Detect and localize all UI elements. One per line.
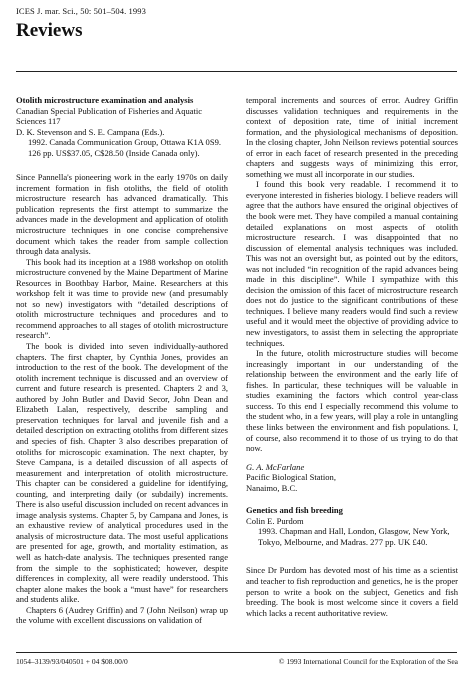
footer-code: 1054–3139/93/040501 + 04 $08.00/0 (16, 657, 128, 666)
review1-paragraph: The book is divided into seven individually-authored chapters. The first chapter, by Cynthia Jones, provides an introduction to the rest of the book. The development of the otolith increment technique is discussed and an overview of current and future research is presented. Chapters 2 and 3, authored by John Butler and David Secor, John Dean and Elizabeth Lalan, respectively, describe sampling and preservation techniques for larval and juvenile fish and a detailed description on extracting otoliths from different sizes and species of fish. Chapter 3 also describes preparation of otoliths for microscopic examination. The next chapter, by Steve Campana, is a detailed discussion of all aspects of measurement and interpretation of otolith microstructure. This chapter can be considered a guideline for identifying, counting, and interpreting daily (or subdaily) increments. There is also useful discussion included on recent advances in image analysis systems. Chapter 5, by Campana and Jones, is an exhaustive review of analytical procedures used in the analysis of microstructure data. The most useful applications are presented for age, growth, and mortality estimation, as well as hatch-date analysis. The techniques presented range from the simple to the sophisticated; however, despite differences in complexity, all were readily understood. This chapter alone makes the book a “must have” for researchers and students alike. (16, 341, 228, 605)
footer-rule (16, 652, 457, 653)
review1-paragraph: Since Pannella's pioneering work in the early 1970s on daily increment formation in fish otoliths, the field of otolith microstructure research has advanced dramatically. This publication represents the first attempt to summarize the advances made in the development and application of otolith microstructure techniques in one concise comprehensive document which takes the reader from sample collection through data analysis. (16, 172, 228, 257)
review2-publication: 1993. Chapman and Hall, London, Glasgow, New York, Tokyo, Melbourne, and Madras. 277 pp. UK £40. (258, 526, 450, 547)
review1-series: Canadian Special Publication of Fisheries and Aquatic Sciences 117 (16, 105, 203, 127)
journal-citation: ICES J. mar. Sci., 50: 501–504. 1993 (16, 6, 146, 16)
reviewer-affiliation: Pacific Biological Station, (246, 472, 336, 483)
review2-paragraph: Since Dr Purdom has devoted most of his time as a scientist and teacher to fish reproduction and genetics, he is the proper person to write a book on the subject, Genetics and fish breeding. The book is most welcome since it covers a field which lacks a recent authoritative review. (246, 565, 458, 618)
review2-heading: Genetics and fish breeding (246, 505, 343, 516)
review1-editors: D. K. Stevenson and S. E. Campana (Eds.). (16, 126, 165, 137)
reviewer-place: Nanaimo, B.C. (246, 482, 298, 493)
review1-heading: Otolith microstructure examination and analysis (16, 95, 194, 105)
review1-publication: 1992. Canada Communication Group, Ottawa K1A 0S9. 126 pp. US$37.05, C$28.50 (Inside Canada only). (28, 137, 221, 158)
left-column (16, 95, 228, 626)
section-title: Reviews (16, 20, 83, 41)
reviewer-name: G. A. McFarlane (246, 461, 305, 472)
review1-paragraph-chapter6-start (16, 605, 228, 626)
footer-copyright: © 1993 International Council for the Exploration of the Sea (278, 657, 458, 666)
header-rule (16, 71, 457, 72)
review1-paragraph-6-7-part2: temporal increments and sources of error. Audrey Griffin discusses validation techniques and requirements in the context of deposition rate, time of initial increment formation, and the physiological mechanisms of deposition. In the closing chapter, John Neilson reviews potential sources of error in each facet of research presented in the preceding chapters and suggests ways of minimizing this error, something we must all incorporate in our studies. (246, 95, 458, 179)
right-column (246, 95, 458, 618)
review2-author: Colin E. Purdom (246, 515, 304, 526)
review1-paragraph-6-7-part1: Chapters 6 (Audrey Griffin) and 7 (John Neilson) wrap up the volume with excellent discussions on validation of (16, 604, 228, 626)
review1-paragraph: I found this book very readable. I recommend it to everyone interested in fisheries biology. I believe readers will agree that the authors have ensured the original objectives of the book were met. They have compiled a manual containing detailed explanations on most aspects of otolith microstructure research. I was disappointed that no discussion of elemental analysis techniques was included. This was not an oversight but, as pointed out by the editors, was not included “in recognition of the rapid advances being made in this discipline”. While I sympathize with this decision the omission of this facet of microstructure research does not do justice to the significant contributions of these techniques. I believe many readers would find such a review useful and it would meet the objective of providing advice to new investigators, to assist them in selecting the appropriate techniques. (246, 179, 458, 348)
review1-paragraph: This book had its inception at a 1988 workshop on otolith microstructure convened by the Maine Department of Marine Resources in Boothbay Harbor, Maine. Researchers at this workshop felt it was time to provide new (and presumably not so new) investigators with “detailed descriptions of otolith microstructure techniques and procedures and to recommend approaches to all stages of otolith microstructure research”. (16, 256, 228, 341)
review1-paragraph: In the future, otolith microstructure studies will become increasingly important in our understanding of the relationship between the environment and the early life of fishes. In particular, these techniques will be valuable in studies examining the factors which control year-class success. To this end I especially recommend this volume to the student who, in a few years, will play a role in untangling these links between the environment and fish populations. I, of course, also recommend it to those of us trying to do that now. (246, 348, 458, 454)
